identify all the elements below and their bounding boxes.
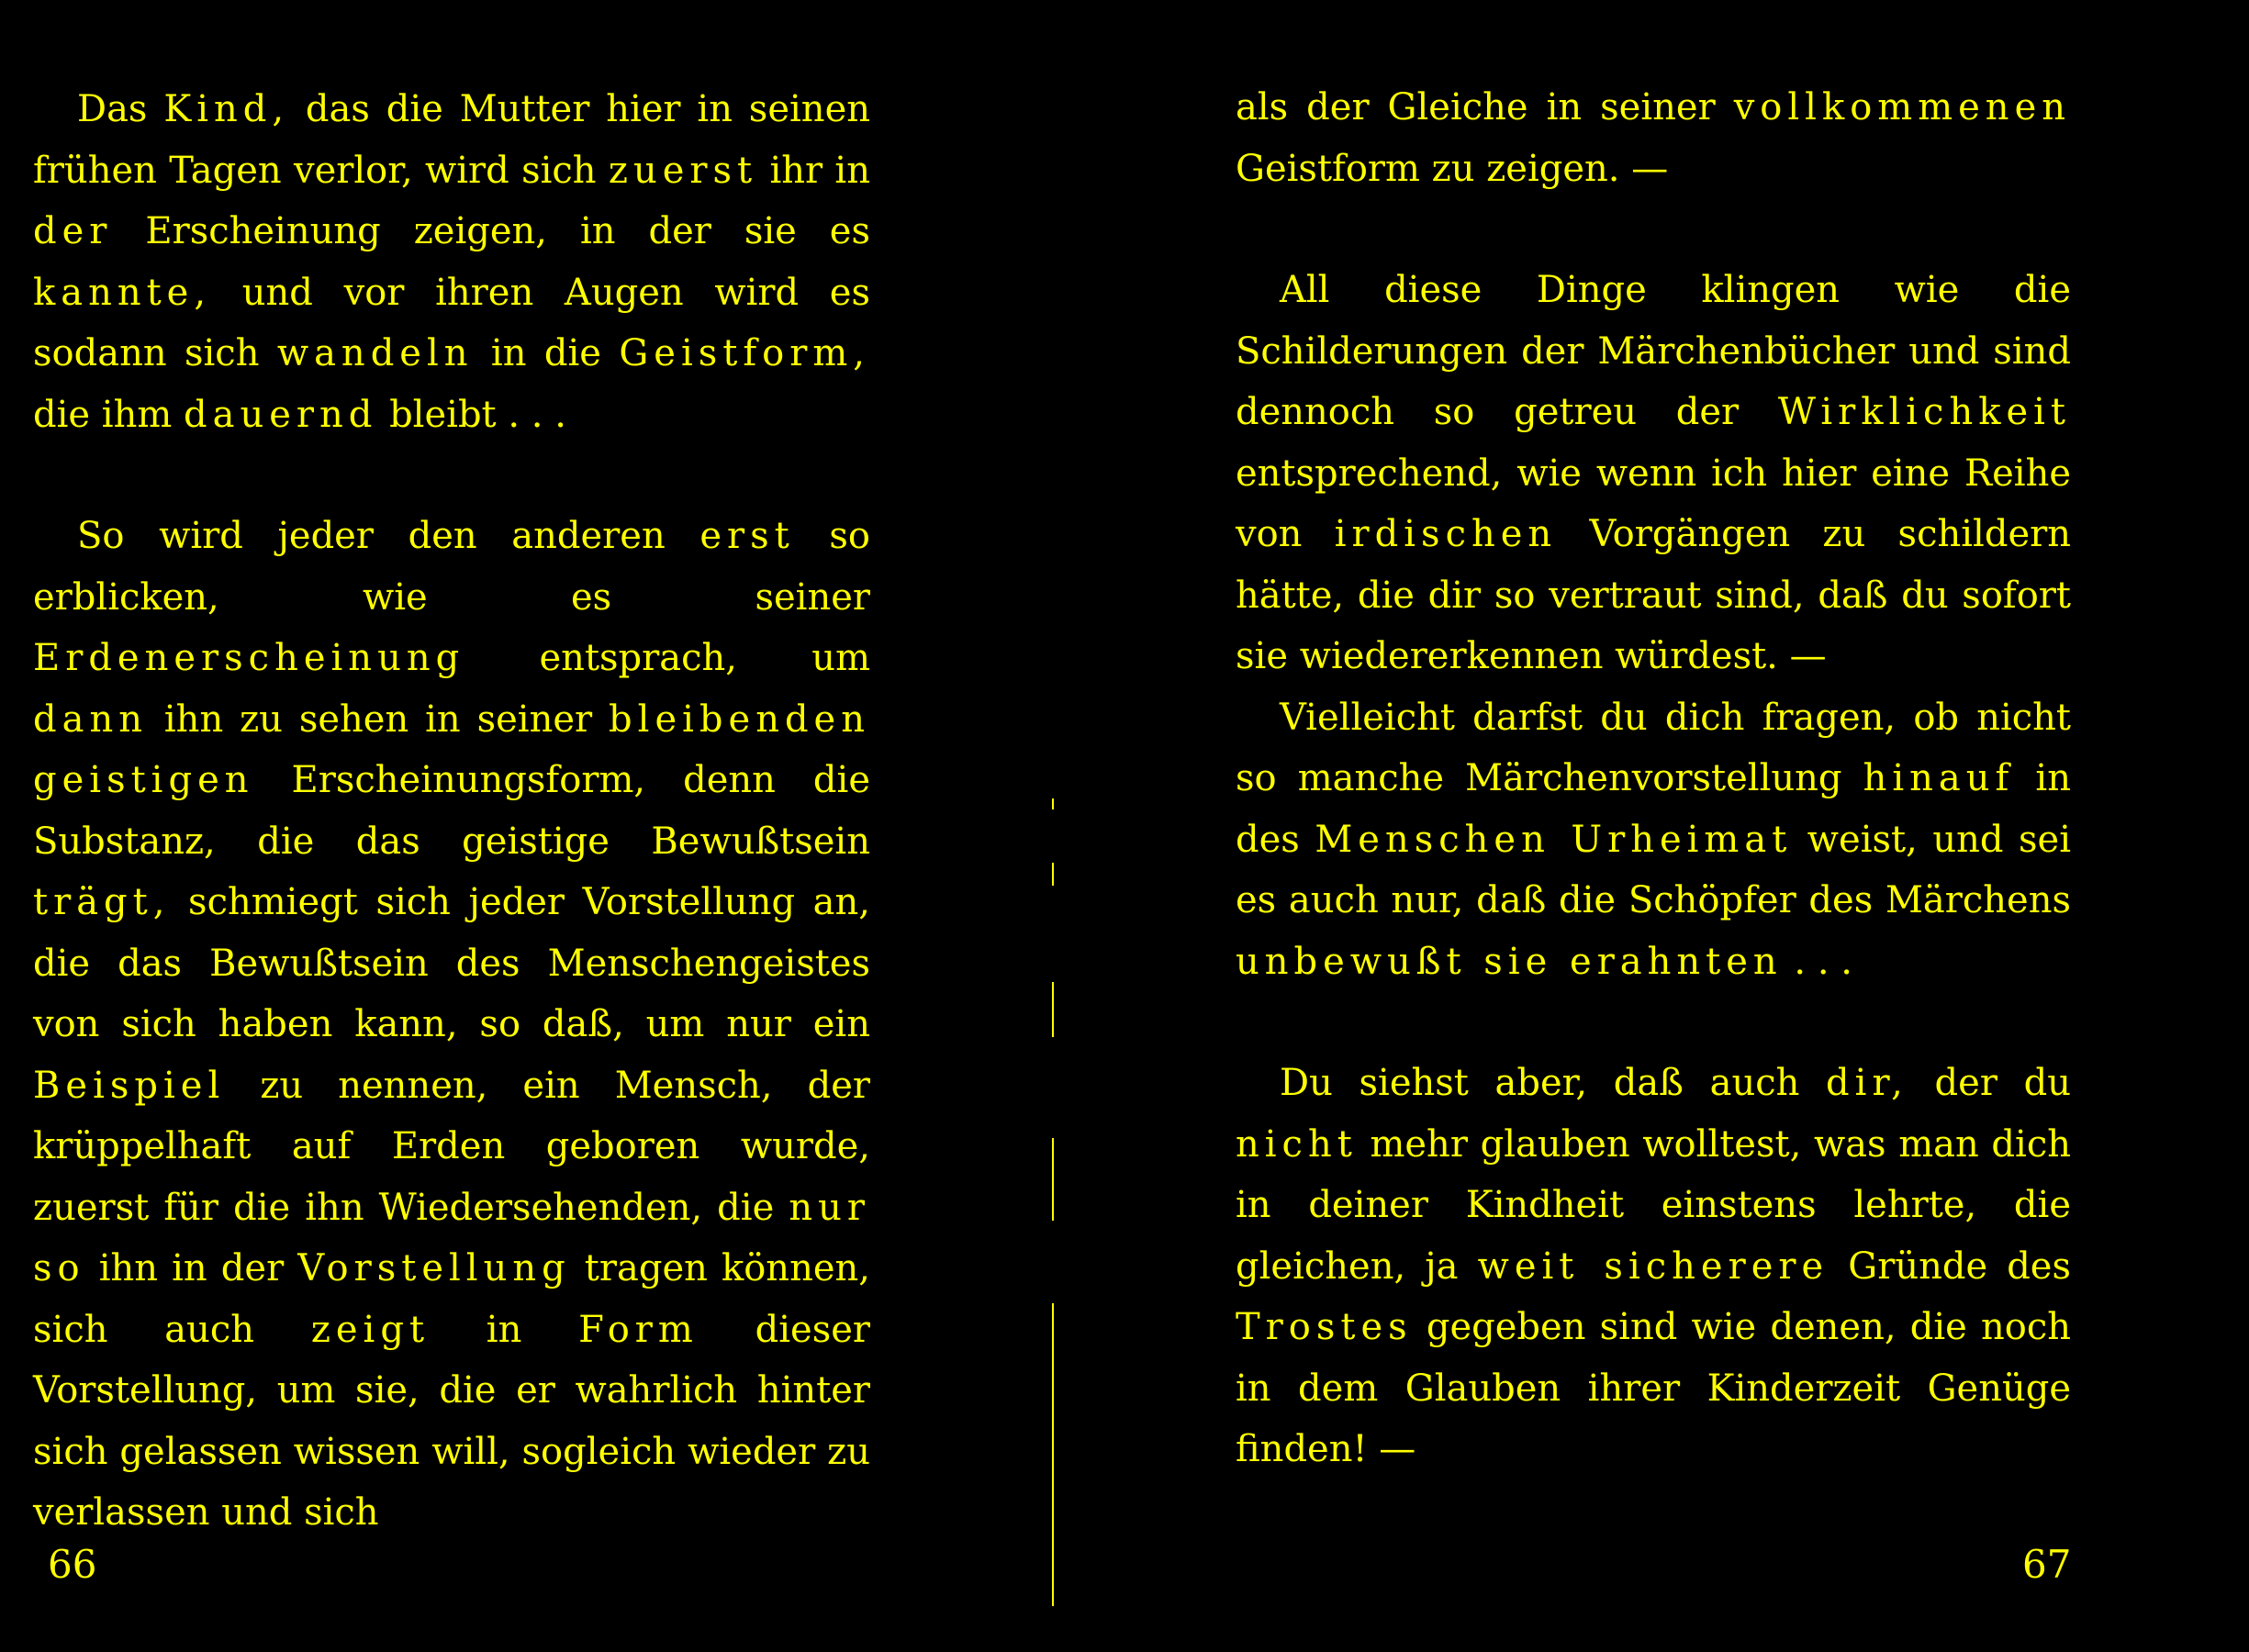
text-run: dieser Vorstellung, um sie, die er wahrlich hinter sich gelassen wissen will, sogleich wieder zu verlassen und sich bbox=[33, 1308, 871, 1534]
paragraph-gap bbox=[33, 445, 870, 506]
left-page-text bbox=[33, 79, 870, 1544]
page-number-right: 67 bbox=[2022, 1542, 2072, 1587]
spaced-text: dann bbox=[33, 698, 148, 741]
right-page bbox=[1092, 0, 2249, 1652]
text-run: Erscheinung zeigen, in der sie es bbox=[112, 210, 870, 252]
text-run: der du bbox=[1908, 1062, 2071, 1104]
spaced-text: dir, bbox=[1826, 1062, 1908, 1104]
spaced-text: Wirklichkeit bbox=[1777, 391, 2071, 433]
gutter-mark bbox=[1052, 1303, 1054, 1606]
text-run: . . . bbox=[1782, 940, 1852, 983]
text-run: Vorgängen zu schildern hätte, die dir so vertraut sind, daß du sofort sie wiedererkennen würdest. — bbox=[1236, 513, 2071, 677]
text-run: in bbox=[430, 1308, 579, 1351]
text-run: Vielleicht darfst du dich fragen, ob nicht so manche Märchenvorstellung bbox=[1236, 696, 2071, 799]
paragraph bbox=[33, 506, 870, 1544]
text-run: so erblicken, wie es seiner bbox=[33, 515, 870, 619]
paragraph bbox=[1236, 260, 2071, 687]
text-run: ihr in bbox=[757, 149, 870, 192]
spaced-text: nicht bbox=[1236, 1122, 1358, 1166]
spaced-text: erst bbox=[699, 515, 795, 557]
paragraph bbox=[1236, 77, 2071, 199]
spaced-text: irdischen bbox=[1334, 513, 1558, 555]
paragraph-gap bbox=[1236, 992, 2071, 1053]
spaced-text: nur so bbox=[33, 1186, 870, 1289]
gutter-mark bbox=[1052, 982, 1054, 1037]
spaced-text: trägt, bbox=[33, 881, 171, 923]
text-run: in die bbox=[473, 332, 620, 374]
page-number-left: 66 bbox=[48, 1542, 97, 1587]
spaced-text: Erdenerscheinung bbox=[33, 637, 465, 679]
right-page-text bbox=[1236, 77, 2071, 1480]
paragraph bbox=[1236, 1053, 2071, 1480]
text-run: So wird jeder den anderen bbox=[77, 515, 700, 557]
spaced-text: Menschen Urheimat bbox=[1315, 818, 1793, 861]
text-run: ihn zu sehen in seiner bbox=[147, 698, 610, 741]
text-run: weist, und sei es auch nur, daß die Schöpfer des Märchens bbox=[1236, 818, 2071, 921]
text-run: Das bbox=[77, 88, 164, 130]
gutter-mark bbox=[1052, 798, 1054, 809]
paragraph bbox=[33, 79, 870, 445]
spaced-text: unbewußt sie erahnten bbox=[1236, 940, 1783, 983]
spaced-text: bleibenden geistigen bbox=[33, 698, 870, 801]
text-run: als der Gleiche in seiner bbox=[1236, 86, 1734, 128]
paragraph bbox=[1236, 687, 2071, 993]
text-run: tragen können, sich auch bbox=[33, 1247, 870, 1351]
text-run: ihn in der bbox=[84, 1247, 298, 1289]
spaced-text: dauernd bbox=[183, 393, 378, 436]
text-run: All diese Dinge klingen wie die Schilderungen der Märchenbücher und sind dennoch so getreu der bbox=[1236, 269, 2071, 433]
text-run: Geistform zu zeigen. — bbox=[1236, 147, 1669, 190]
gutter-mark bbox=[1052, 863, 1054, 886]
spaced-text: wandeln bbox=[276, 332, 474, 374]
text-run: zu nennen, ein Mensch, der krüppelhaft auf Erden geboren wurde, zuerst für die ihn Wiedersehenden, die bbox=[33, 1064, 870, 1229]
spaced-text: hinauf bbox=[1863, 757, 2015, 799]
spaced-text: weit sicherere bbox=[1477, 1245, 1829, 1288]
text-run: bleibt . . . bbox=[377, 393, 566, 436]
text-run: entsprach, um bbox=[464, 637, 870, 679]
spaced-text: kannte, bbox=[33, 271, 212, 314]
text-run: die ihm bbox=[33, 393, 184, 436]
gutter-mark bbox=[1052, 1138, 1054, 1221]
spaced-text: Form bbox=[578, 1308, 699, 1351]
spaced-text: zeigt bbox=[310, 1308, 431, 1351]
text-run: entsprechend, wie wenn ich hier eine Reihe von bbox=[1236, 452, 2071, 555]
text-run: schmiegt sich jeder Vorstellung an, die das Bewußtsein des Menschengeistes von sich haben kann, so daß, um nur ein bbox=[33, 881, 870, 1045]
text-run: das die Mutter hier in seinen frühen Tagen verlor, wird sich bbox=[33, 88, 870, 192]
text-run: und vor ihren Augen wird es sodann sich bbox=[33, 271, 870, 374]
paragraph-gap bbox=[1236, 199, 2071, 260]
book-gutter bbox=[1033, 0, 1092, 1652]
text-run: gegeben sind wie denen, die noch in dem Glauben ihrer Kinderzeit Genüge finden! — bbox=[1236, 1306, 2071, 1470]
spaced-text: Trostes bbox=[1236, 1306, 1413, 1348]
left-page bbox=[0, 0, 1033, 1652]
text-run: in des bbox=[1236, 757, 2071, 861]
spaced-text: Kind, bbox=[163, 88, 290, 130]
text-run: Du siehst aber, daß auch bbox=[1280, 1062, 1827, 1104]
spaced-text: der bbox=[33, 210, 113, 252]
spaced-text: vollkommenen bbox=[1733, 86, 2071, 128]
spaced-text: zuerst bbox=[608, 149, 758, 192]
spaced-text: Vorstellung bbox=[297, 1247, 571, 1289]
text-run: Erscheinungsform, denn die Substanz, die das geistige Bewußtsein bbox=[33, 759, 870, 863]
text-run: Gründe des bbox=[1829, 1245, 2071, 1288]
spaced-text: Beispiel bbox=[33, 1064, 226, 1107]
text-run: mehr glauben wolltest, was man dich in deiner Kindheit einstens lehrte, die gleichen, ja bbox=[1236, 1122, 2071, 1288]
spaced-text: Geistform, bbox=[619, 332, 870, 374]
